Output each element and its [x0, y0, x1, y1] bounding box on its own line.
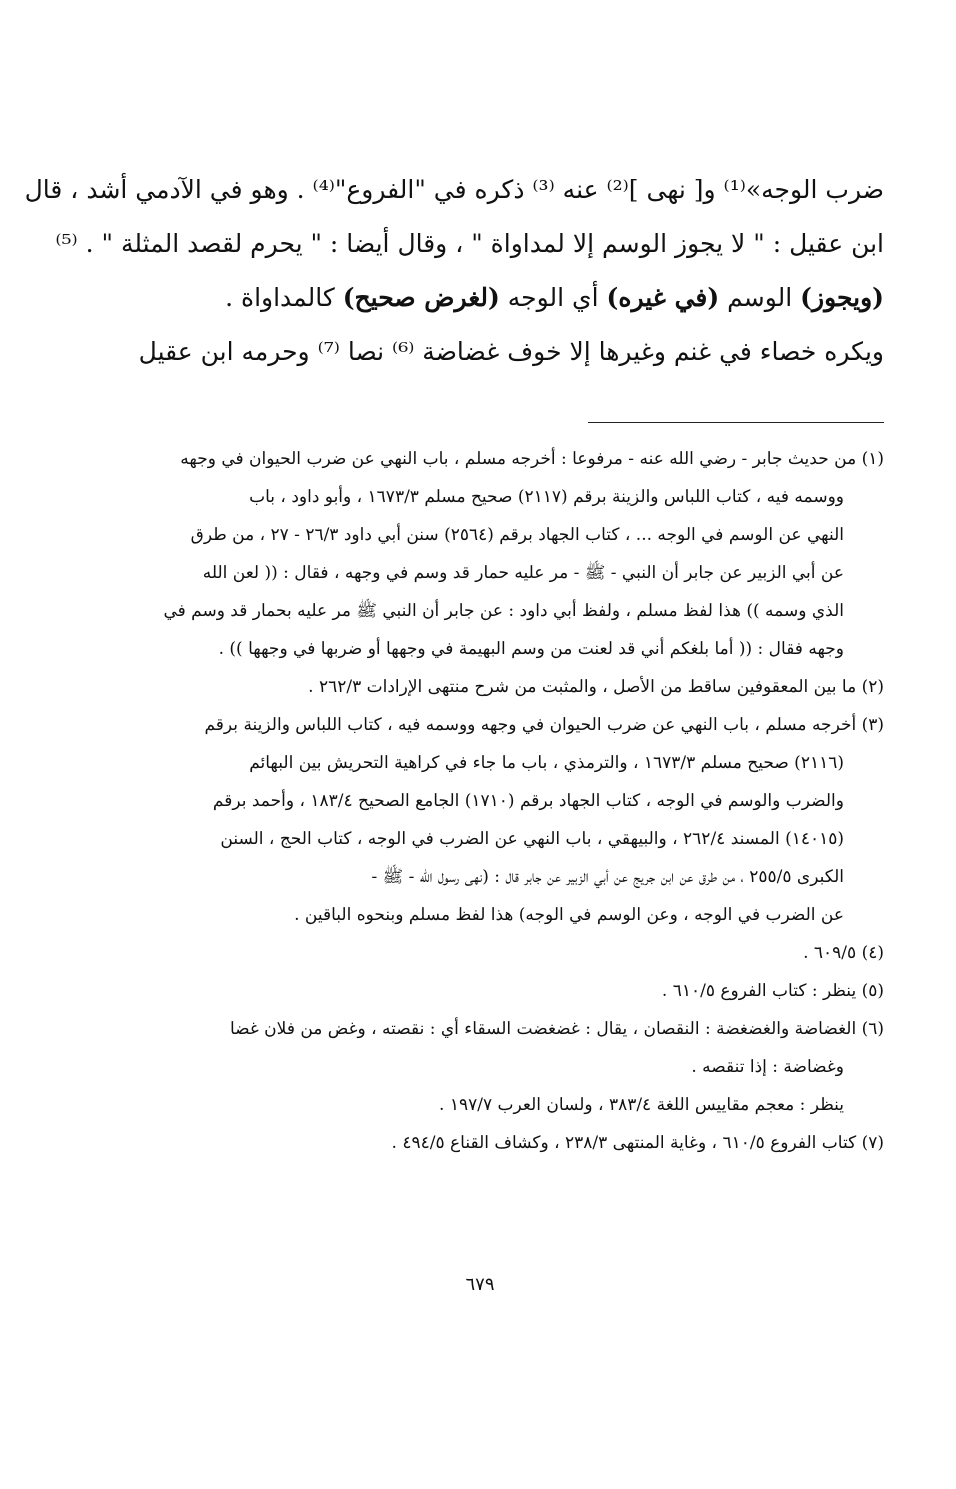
- main-text: [24, 170, 884, 386]
- footnote-4: [110, 934, 884, 972]
- main-line-2: ابن عقيل : " لا يجوز الوسم إلا لمداواة " ، وقال أيضا : " يحرم لقصد المثلة " . ⁽⁵⁾: [55, 229, 884, 258]
- footnote-line: ووسمه فيه ، كتاب اللباس والزينة برقم (٢١١٧) صحيح مسلم ١٦٧٣/٣ ، وأبو داود ، باب: [249, 487, 844, 507]
- line3-text-d: أي الوجه: [499, 283, 607, 312]
- footnote-line: (٥) ينظر : كتاب الفروع ٦١٠/٥ .: [661, 981, 884, 1001]
- footnote-line: عن أبي الزبير عن جابر أن النبي - ﷺ - مر عليه حمار قد وسم في وجهه ، فقال : (( لعن الله: [202, 563, 844, 583]
- line3-text-f: كالمداواة .: [225, 283, 343, 312]
- footnote-3: [110, 706, 884, 934]
- footnote-line: وجهه فقال : (( أما بلغكم أني قد لعنت من وسم البهيمة في وجهها أو ضربها في وجهها )) .: [218, 639, 844, 659]
- footnote-line: (٢) ما بين المعقوفين ساقط من الأصل ، والمثبت من شرح منتهى الإرادات ٢٦٢/٣ .: [308, 677, 884, 697]
- footnote-line: (٣) أخرجه مسلم ، باب النهي عن ضرب الحيوان في وجهه ووسمه فيه ، كتاب اللباس والزينة برقم: [204, 715, 884, 735]
- bold-term-fi-ghayrihi: (في غيره): [606, 283, 720, 312]
- footnote-7: [110, 1124, 884, 1162]
- main-line-1: ضرب الوجه»⁽¹⁾ و[ نهى ]⁽²⁾ عنه ⁽³⁾ ذكره في "الفروع"⁽⁴⁾ . وهو في الآدمي أشد ، قال: [24, 175, 884, 204]
- main-line-3: [118, 278, 884, 318]
- footnote-line: (١٤٠١٥) المسند ٢٦٢/٤ ، والبيهقي ، باب النهي عن الضرب في الوجه ، كتاب الحج ، السنن: [220, 829, 844, 849]
- footnote-2: [110, 668, 884, 706]
- main-line-4: ويكره خصاء في غنم وغيرها إلا خوف غضاضة ⁽⁶⁾ نصا ⁽⁷⁾ وحرمه ابن عقيل: [138, 337, 884, 366]
- footnote-1: [110, 440, 884, 668]
- footnote-line: الكبرى ٢٥٥/٥ ، من طرق عن ابن جريج عن أبي الزبير عن جابر قال : (نهى رسول الله - ﷺ -: [371, 867, 844, 887]
- bold-term-li-gharad: (لغرض صحيح): [342, 283, 500, 312]
- line3-text-b: الوسم: [719, 283, 801, 312]
- footnote-line: ينظر : معجم مقاييس اللغة ٣٨٣/٤ ، ولسان العرب ١٩٧/٧ .: [439, 1095, 844, 1115]
- footnote-line: النهي عن الوسم في الوجه ... ، كتاب الجهاد برقم (٢٥٦٤) سنن أبي داود ٢٦/٣ - ٢٧ ، من طرق: [190, 525, 844, 545]
- footnote-divider: [588, 422, 884, 423]
- footnote-line: (٧) كتاب الفروع ٦١٠/٥ ، وغاية المنتهى ٢٣٨/٣ ، وكشاف القناع ٤٩٤/٥ .: [391, 1133, 884, 1153]
- footnote-line: عن الضرب في الوجه ، وعن الوسم في الوجه) هذا لفظ مسلم وبنحوه الباقين .: [294, 905, 844, 925]
- page-number: ٦٧٩: [465, 1274, 495, 1295]
- footnote-5: [110, 972, 884, 1010]
- footnote-6: [110, 1010, 884, 1124]
- footnote-line: (٤) ٦٠٩/٥ .: [803, 943, 884, 963]
- footnote-line: وغضاضة : إذا تنقصه .: [691, 1057, 844, 1077]
- footnote-line: (١) من حديث جابر - رضي الله عنه - مرفوعا : أخرجه مسلم ، باب النهي عن ضرب الحيوان في وجهه: [180, 449, 884, 469]
- footnote-line: (٦) الغضاضة والغضغضة : النقصان ، يقال : غضغضت السقاء أي : نقصته ، وغض من فلان غضا: [229, 1019, 884, 1039]
- footnote-line: (٢١١٦) صحيح مسلم ١٦٧٣/٣ ، والترمذي ، باب ما جاء في كراهية التحريش بين البهائم: [249, 753, 844, 773]
- bold-term-yajuz: (ويجوز): [800, 283, 884, 312]
- footnote-line: والضرب والوسم في الوجه ، كتاب الجهاد برقم (١٧١٠) الجامع الصحيح ١٨٣/٤ ، وأحمد برقم: [212, 791, 844, 811]
- footnotes: [110, 440, 884, 1162]
- footnote-line: الذي وسمه )) هذا لفظ مسلم ، ولفظ أبي داود : عن جابر أن النبي ﷺ مر عليه بحمار قد وسم في: [163, 601, 844, 621]
